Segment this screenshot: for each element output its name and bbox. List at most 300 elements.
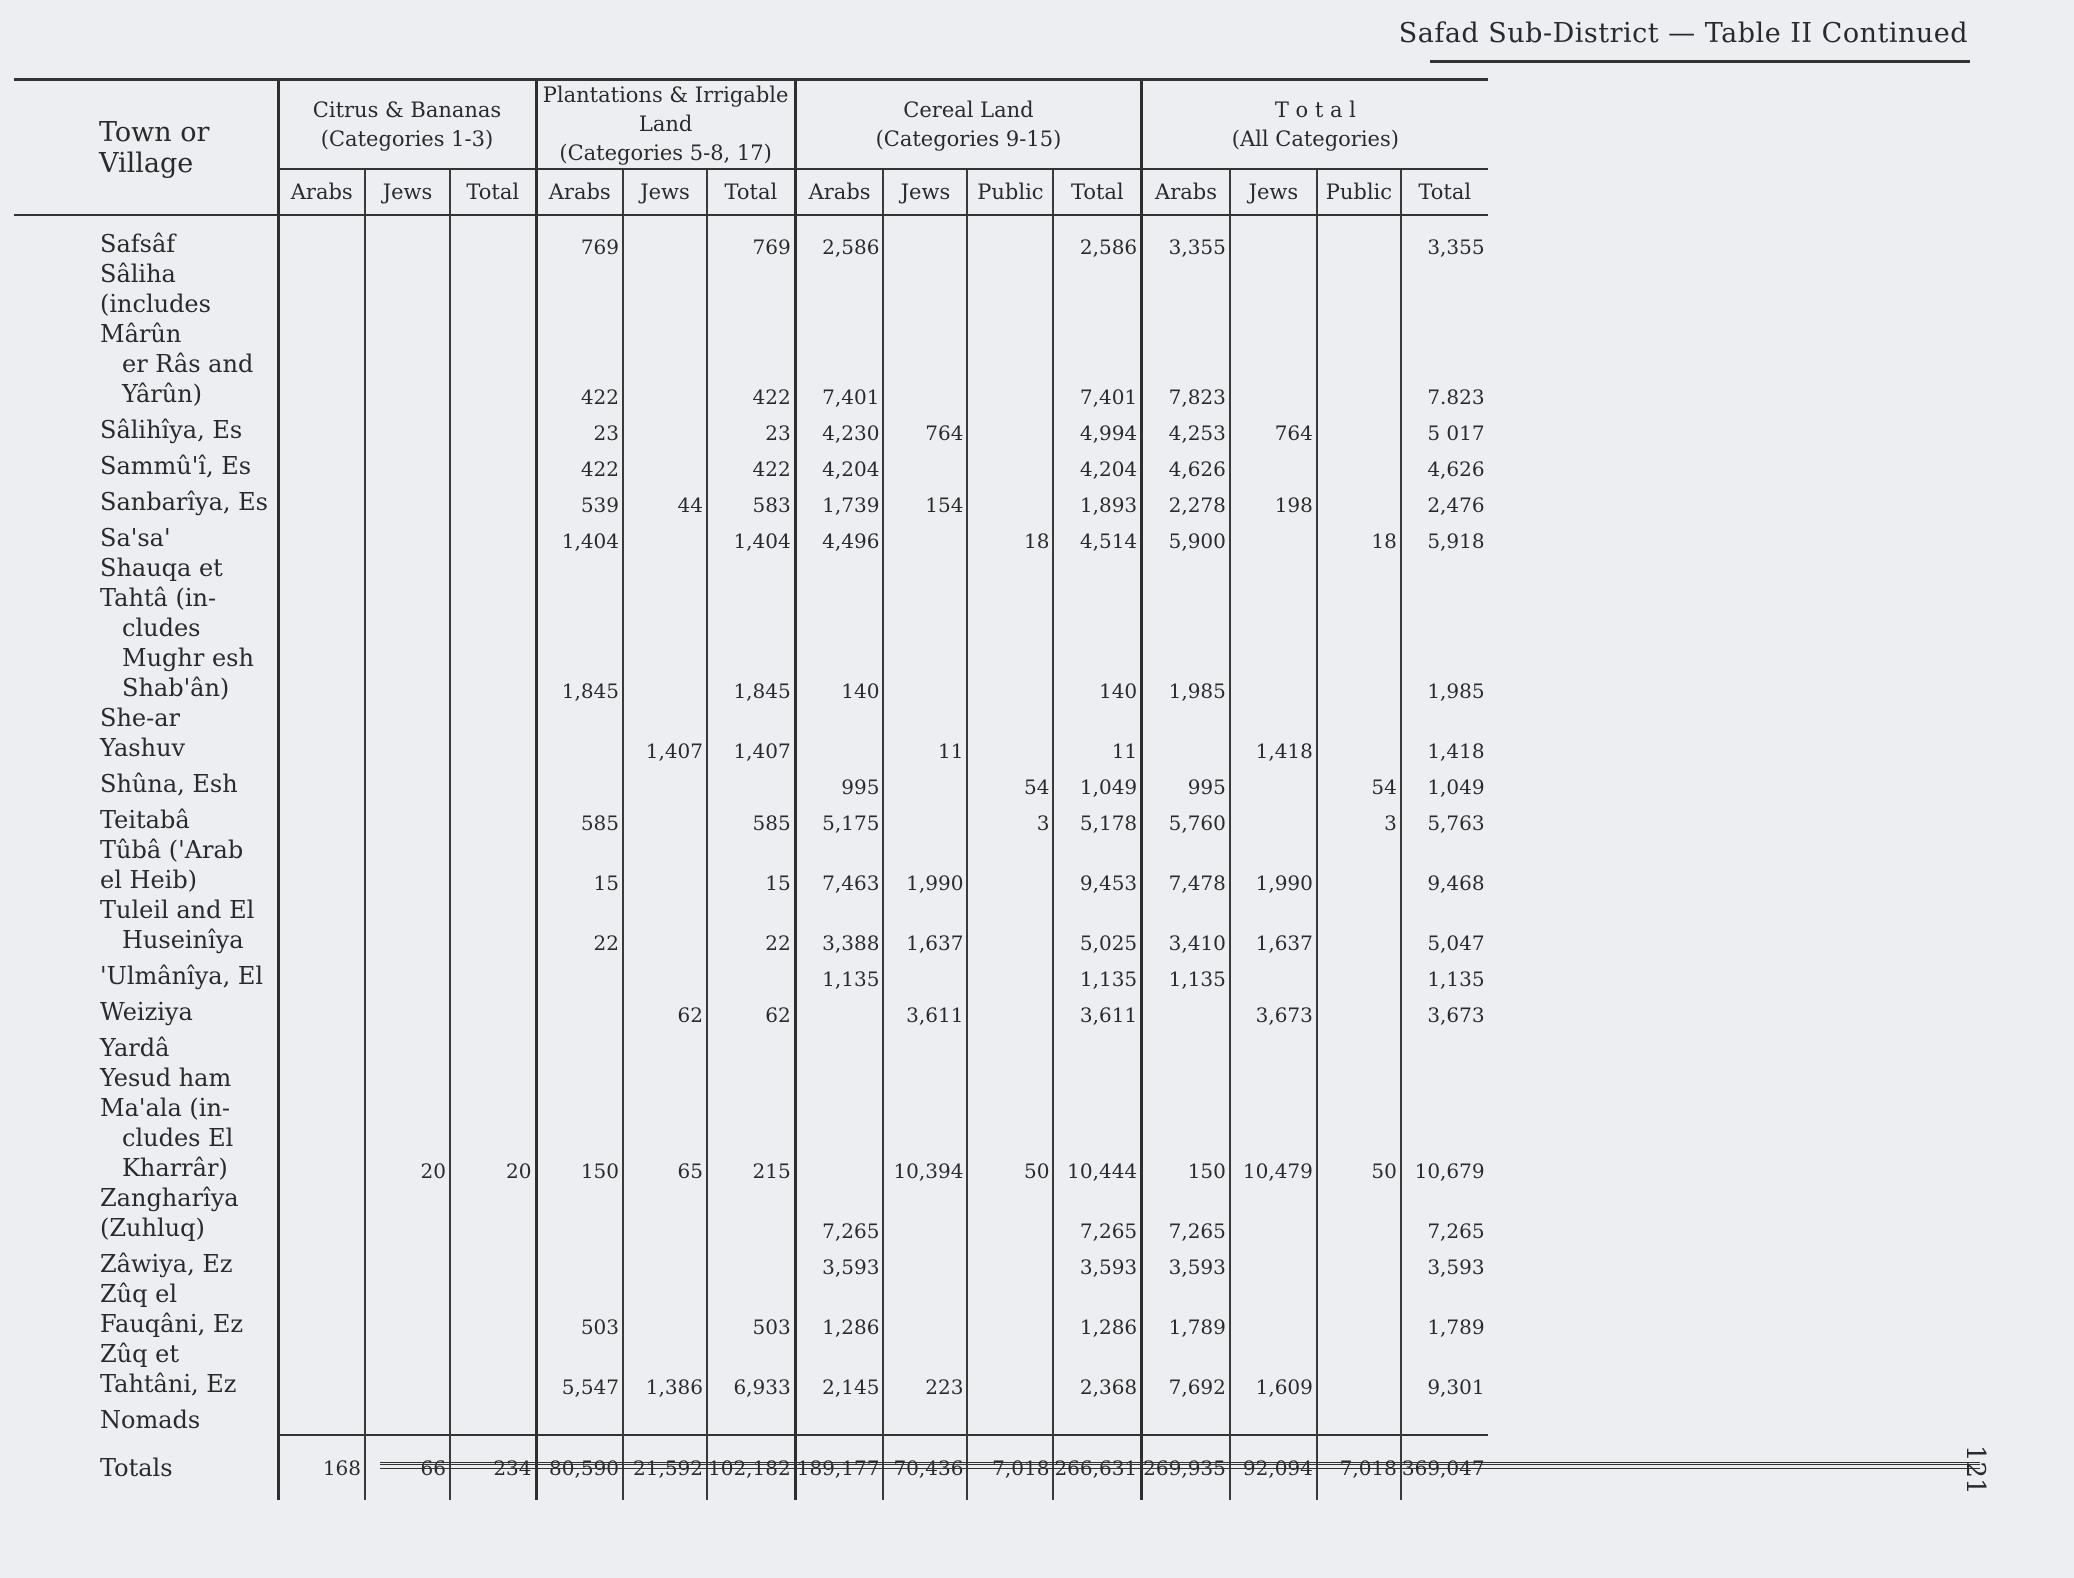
cell-value: 1,404 (536, 517, 623, 553)
cell-value: 5,047 (1401, 895, 1488, 955)
cell-value: 150 (1142, 1063, 1230, 1183)
cell-value (1230, 1399, 1317, 1435)
cell-value (450, 991, 536, 1027)
cell-value: 422 (707, 445, 795, 481)
cell-value: 7,478 (1142, 835, 1230, 895)
table-row (14, 1399, 1488, 1435)
town-name (14, 1339, 278, 1399)
cell-value (450, 517, 536, 553)
cell-value (967, 553, 1053, 703)
cell-value: 215 (707, 1063, 795, 1183)
total-value: 80,590 (536, 1435, 623, 1500)
cell-value: 503 (707, 1279, 795, 1339)
cell-value (1142, 703, 1230, 763)
cell-value (365, 955, 450, 991)
table-row (14, 763, 1488, 799)
cell-value: 2,278 (1142, 481, 1230, 517)
cell-value (967, 1183, 1053, 1243)
town-name-line: Nomads (100, 1406, 201, 1434)
cell-value (967, 955, 1053, 991)
town-name-line: Zâwiya, Ez (100, 1250, 233, 1278)
cell-value: 1,418 (1230, 703, 1317, 763)
town-name-line: er Râs and Yârûn) (122, 350, 254, 408)
cell-value: 1,286 (1053, 1279, 1141, 1339)
cell-value (1230, 517, 1317, 553)
column-header: Jews (365, 169, 450, 215)
town-name (14, 1027, 278, 1063)
cell-value: 2,586 (795, 215, 883, 259)
cell-value: 1,893 (1053, 481, 1141, 517)
cell-value (623, 215, 707, 259)
town-name (14, 1279, 278, 1339)
cell-value: 7,265 (1053, 1183, 1141, 1243)
cell-value: 3,593 (1142, 1243, 1230, 1279)
cell-value (883, 215, 967, 259)
cell-value (278, 517, 365, 553)
cell-value (1317, 215, 1401, 259)
total-value: 102,182 (707, 1435, 795, 1500)
cell-value: 1,739 (795, 481, 883, 517)
cell-value: 5,025 (1053, 895, 1141, 955)
cell-value (278, 259, 365, 409)
cell-value (623, 955, 707, 991)
cell-value: 539 (536, 481, 623, 517)
cell-value: 5,547 (536, 1339, 623, 1399)
cell-value (883, 1279, 967, 1339)
cell-value: 2,145 (795, 1339, 883, 1399)
cell-value (1142, 1399, 1230, 1435)
cell-value: 3,593 (795, 1243, 883, 1279)
cell-value (883, 955, 967, 991)
cell-value: 1,845 (536, 553, 623, 703)
cell-value (883, 799, 967, 835)
cell-value: 1,407 (707, 703, 795, 763)
cell-value (967, 1339, 1053, 1399)
cell-value (278, 1399, 365, 1435)
cell-value: 2,368 (1053, 1339, 1141, 1399)
cell-value: 5,918 (1401, 517, 1488, 553)
town-name (14, 481, 278, 517)
town-name (14, 763, 278, 799)
cell-value (450, 259, 536, 409)
town-name (14, 553, 278, 703)
town-name-line: Zangharîya (Zuhluq) (100, 1184, 239, 1242)
cell-value (795, 1063, 883, 1183)
cell-value (278, 835, 365, 895)
cell-value: 1,386 (623, 1339, 707, 1399)
cell-value: 4,204 (1053, 445, 1141, 481)
table-row (14, 799, 1488, 835)
cell-value: 1,135 (1401, 955, 1488, 991)
cell-value: 769 (707, 215, 795, 259)
cell-value (1142, 991, 1230, 1027)
cell-value (883, 1183, 967, 1243)
cell-value (883, 1027, 967, 1063)
cell-value (967, 895, 1053, 955)
town-name-line: She-ar Yashuv (100, 704, 186, 762)
cell-value: 1,637 (1230, 895, 1317, 955)
column-header: Public (967, 169, 1053, 215)
cell-value (278, 1183, 365, 1243)
cell-value: 503 (536, 1279, 623, 1339)
cell-value (1317, 835, 1401, 895)
cell-value (1053, 1027, 1141, 1063)
cell-value: 7,823 (1142, 259, 1230, 409)
total-value: 66 (365, 1435, 450, 1500)
total-value: 70,436 (883, 1435, 967, 1500)
total-value: 92,094 (1230, 1435, 1317, 1500)
cell-value: 5,760 (1142, 799, 1230, 835)
cell-value: 2,476 (1401, 481, 1488, 517)
cell-value (450, 1279, 536, 1339)
column-header: Total (450, 169, 536, 215)
cell-value (450, 955, 536, 991)
cell-value: 422 (536, 445, 623, 481)
town-name (14, 517, 278, 553)
cell-value: 3,593 (1053, 1243, 1141, 1279)
table-row (14, 1063, 1488, 1183)
cell-value: 1,609 (1230, 1339, 1317, 1399)
cell-value (536, 1243, 623, 1279)
town-name-line: Tuleil and El (100, 896, 255, 924)
cell-value (623, 895, 707, 955)
cell-value (707, 1027, 795, 1063)
table-row (14, 409, 1488, 445)
cell-value: 11 (1053, 703, 1141, 763)
cell-value (278, 481, 365, 517)
cell-value: 583 (707, 481, 795, 517)
cell-value (1230, 763, 1317, 799)
group-subtitle: (All Categories) (1231, 126, 1399, 151)
table-row (14, 991, 1488, 1027)
town-name-line: Shab'ân) (122, 674, 230, 702)
cell-value: 3,355 (1142, 215, 1230, 259)
cell-value (365, 1279, 450, 1339)
cell-value (450, 1027, 536, 1063)
cell-value: 7,401 (1053, 259, 1141, 409)
plantations-group-header (536, 80, 795, 170)
town-name-line: Sanbarîya, Es (100, 488, 268, 516)
cell-value: 585 (536, 799, 623, 835)
cell-value: 4,496 (795, 517, 883, 553)
town-name-line: Safsâf (100, 230, 176, 258)
cell-value: 3 (967, 799, 1053, 835)
town-name-line: Sâliha (includes Mârûn (100, 260, 211, 348)
cell-value: 1,789 (1401, 1279, 1488, 1339)
cell-value (623, 517, 707, 553)
group-title: Plantations & Irrigable Land (542, 83, 789, 136)
cell-value (623, 553, 707, 703)
cell-value (623, 1027, 707, 1063)
cell-value: 4,204 (795, 445, 883, 481)
town-name-line: Shûna, Esh (100, 770, 238, 798)
table-row (14, 553, 1488, 703)
cell-value (1053, 1399, 1141, 1435)
cell-value (278, 703, 365, 763)
table-row (14, 1339, 1488, 1399)
cell-value (1317, 703, 1401, 763)
cell-value (278, 1339, 365, 1399)
cell-value (1317, 553, 1401, 703)
cell-value: 4,626 (1401, 445, 1488, 481)
cell-value: 140 (1053, 553, 1141, 703)
table-row (14, 1027, 1488, 1063)
cell-value (450, 481, 536, 517)
cell-value (795, 1399, 883, 1435)
town-name-line: Yardâ (100, 1034, 170, 1062)
cell-value: 50 (967, 1063, 1053, 1183)
land-ownership-table (14, 78, 1488, 1500)
cell-value (1230, 259, 1317, 409)
town-name (14, 835, 278, 895)
cell-value: 3,611 (883, 991, 967, 1027)
cell-value: 5,178 (1053, 799, 1141, 835)
cell-value: 3,673 (1230, 991, 1317, 1027)
cell-value (623, 799, 707, 835)
cell-value: 22 (536, 895, 623, 955)
cell-value (1317, 445, 1401, 481)
cell-value: 7,265 (1401, 1183, 1488, 1243)
group-subtitle: (Categories 5-8, 17) (559, 141, 772, 165)
cell-value (883, 1243, 967, 1279)
cell-value: 764 (883, 409, 967, 445)
town-name (14, 991, 278, 1027)
cell-value (365, 991, 450, 1027)
cell-value: 7.823 (1401, 259, 1488, 409)
cell-value (707, 1399, 795, 1435)
cell-value (365, 895, 450, 955)
cell-value: 1,845 (707, 553, 795, 703)
cell-value: 1,135 (795, 955, 883, 991)
table-row (14, 955, 1488, 991)
cell-value (450, 895, 536, 955)
cell-value (365, 517, 450, 553)
cell-value (883, 553, 967, 703)
cell-value (450, 703, 536, 763)
cell-value (883, 517, 967, 553)
cell-value: 62 (623, 991, 707, 1027)
cell-value (1317, 1243, 1401, 1279)
cell-value: 1,990 (883, 835, 967, 895)
cell-value (450, 1183, 536, 1243)
cell-value: 18 (967, 517, 1053, 553)
cell-value: 4,994 (1053, 409, 1141, 445)
cell-value (623, 763, 707, 799)
cell-value: 769 (536, 215, 623, 259)
cell-value: 1,990 (1230, 835, 1317, 895)
cell-value (450, 835, 536, 895)
cell-value (967, 1279, 1053, 1339)
cell-value (278, 895, 365, 955)
column-header: Arabs (795, 169, 883, 215)
cell-value: 1,789 (1142, 1279, 1230, 1339)
cell-value: 23 (536, 409, 623, 445)
column-header: Arabs (1142, 169, 1230, 215)
cell-value: 9,301 (1401, 1339, 1488, 1399)
cell-value (1317, 409, 1401, 445)
cell-value (795, 1027, 883, 1063)
cell-value (623, 1279, 707, 1339)
cell-value (623, 1183, 707, 1243)
cell-value: 198 (1230, 481, 1317, 517)
cell-value (450, 409, 536, 445)
cell-value (1317, 895, 1401, 955)
cell-value (450, 1243, 536, 1279)
cell-value (365, 215, 450, 259)
running-head-rule (1430, 60, 1970, 63)
cell-value (536, 763, 623, 799)
cell-value (1317, 259, 1401, 409)
town-name (14, 703, 278, 763)
cell-value: 3,673 (1401, 991, 1488, 1027)
group-subtitle: (Categories 9-15) (875, 126, 1062, 151)
cell-value (1317, 991, 1401, 1027)
cell-value (450, 1339, 536, 1399)
town-or-village-header: Town or Village (14, 80, 278, 216)
cell-value (536, 1183, 623, 1243)
cell-value (967, 409, 1053, 445)
cell-value (1317, 1339, 1401, 1399)
cell-value (707, 1183, 795, 1243)
cell-value: 7,265 (1142, 1183, 1230, 1243)
cell-value: 10,679 (1401, 1063, 1488, 1183)
cell-value: 7,463 (795, 835, 883, 895)
cell-value (967, 259, 1053, 409)
total-value: 369,047 (1401, 1435, 1488, 1500)
table-row (14, 895, 1488, 955)
cell-value (536, 991, 623, 1027)
cell-value (536, 1027, 623, 1063)
table-row (14, 835, 1488, 895)
cell-value: 7,265 (795, 1183, 883, 1243)
town-name-line: Tûbâ ('Arab el Heib) (100, 836, 244, 894)
cell-value (278, 1063, 365, 1183)
cell-value: 3,410 (1142, 895, 1230, 955)
citrus-group-header (278, 80, 536, 170)
cell-value (967, 1243, 1053, 1279)
town-name-line: cludes El Kharrâr) (122, 1124, 234, 1182)
cell-value: 1,404 (707, 517, 795, 553)
cell-value: 15 (707, 835, 795, 895)
town-name (14, 1183, 278, 1243)
table-row (14, 445, 1488, 481)
cell-value (278, 1243, 365, 1279)
cell-value (1230, 1243, 1317, 1279)
cell-value: 1,135 (1142, 955, 1230, 991)
column-header: Arabs (278, 169, 365, 215)
cell-value (450, 799, 536, 835)
cell-value (707, 1243, 795, 1279)
total-value: 7,018 (1317, 1435, 1401, 1500)
cell-value (967, 215, 1053, 259)
cell-value (450, 1399, 536, 1435)
cell-value: 7,692 (1142, 1339, 1230, 1399)
column-header: Total (1053, 169, 1141, 215)
cell-value: 3,611 (1053, 991, 1141, 1027)
town-name-line: Teitabâ (100, 806, 190, 834)
cell-value: 10,444 (1053, 1063, 1141, 1183)
cell-value (365, 445, 450, 481)
cell-value (1317, 481, 1401, 517)
cell-value (623, 1243, 707, 1279)
town-name (14, 1243, 278, 1279)
group-header-row (14, 80, 1488, 170)
cell-value (278, 763, 365, 799)
cell-value (1317, 1279, 1401, 1339)
cell-value (365, 1339, 450, 1399)
cell-value (707, 763, 795, 799)
cell-value (278, 955, 365, 991)
cell-value (365, 835, 450, 895)
cell-value: 1,286 (795, 1279, 883, 1339)
cell-value (795, 703, 883, 763)
cell-value: 140 (795, 553, 883, 703)
cell-value: 23 (707, 409, 795, 445)
cell-value (365, 481, 450, 517)
cell-value: 20 (365, 1063, 450, 1183)
totals-label: Totals (100, 1453, 173, 1482)
cell-value (967, 703, 1053, 763)
town-name-line: Weiziya (100, 998, 193, 1026)
total-value: 168 (278, 1435, 365, 1500)
group-title: Cereal Land (903, 97, 1034, 122)
cell-value: 154 (883, 481, 967, 517)
cell-value (1230, 1183, 1317, 1243)
cell-value (1230, 553, 1317, 703)
cell-value: 1,407 (623, 703, 707, 763)
cell-value (278, 445, 365, 481)
town-name-line: Yesud ham Ma'ala (in- (100, 1064, 232, 1122)
column-header: Jews (883, 169, 967, 215)
cell-value (278, 215, 365, 259)
group-subtitle: (Categories 1-3) (320, 126, 494, 151)
town-name (14, 1063, 278, 1183)
table-row (14, 215, 1488, 259)
table-row (14, 259, 1488, 409)
town-name-line: Shauqa et Tahtâ (in- (100, 554, 223, 612)
total-value: 189,177 (795, 1435, 883, 1500)
cereal-group-header (795, 80, 1141, 170)
cell-value: 422 (707, 259, 795, 409)
town-name-line: cludes Mughr esh (122, 614, 254, 672)
table-bottom-rule (380, 1462, 1980, 1469)
total-value: 234 (450, 1435, 536, 1500)
table-row (14, 1243, 1488, 1279)
cell-value (1230, 799, 1317, 835)
town-name-line: Sammû'î, Es (100, 452, 252, 480)
cell-value (1317, 1399, 1401, 1435)
cell-value (278, 991, 365, 1027)
table-body (14, 215, 1488, 1500)
town-name (14, 409, 278, 445)
cell-value: 44 (623, 481, 707, 517)
cell-value (967, 835, 1053, 895)
cell-value (967, 1027, 1053, 1063)
cell-value (1230, 445, 1317, 481)
cell-value: 2,586 (1053, 215, 1141, 259)
cell-value: 20 (450, 1063, 536, 1183)
column-header: Public (1317, 169, 1401, 215)
cell-value: 4,626 (1142, 445, 1230, 481)
cell-value: 3,593 (1401, 1243, 1488, 1279)
cell-value (536, 703, 623, 763)
cell-value (365, 763, 450, 799)
cell-value: 54 (1317, 763, 1401, 799)
column-header: Jews (1230, 169, 1317, 215)
cell-value (1230, 1279, 1317, 1339)
page-number: 121 (1960, 1445, 1990, 1495)
cell-value (365, 1183, 450, 1243)
